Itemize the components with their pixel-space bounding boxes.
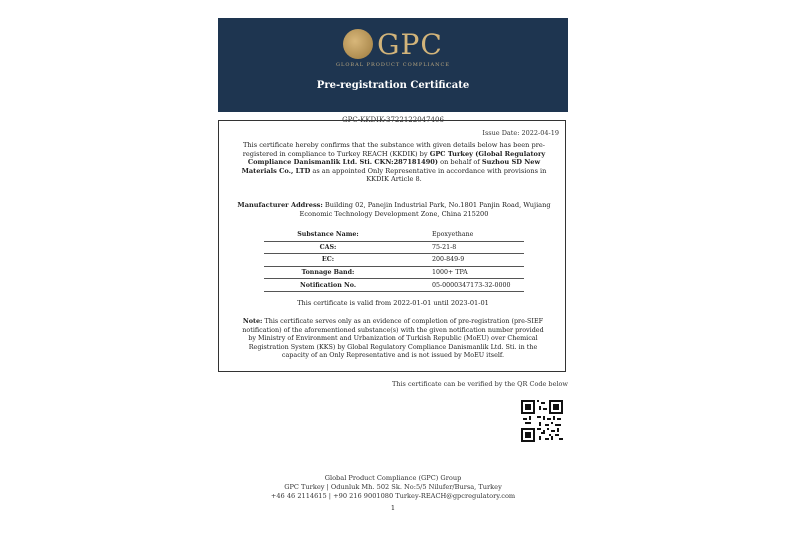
detail-label: CAS: [264, 241, 392, 254]
table-row [264, 229, 524, 241]
globe-icon [343, 29, 373, 59]
table-row [264, 254, 524, 267]
qr-verification-note: This certificate can be verified by the QR Code below [391, 380, 568, 388]
detail-label: Substance Name: [264, 229, 392, 241]
footer-address: GPC Turkey | Odunluk Mh. 502 Sk. No:5/5 Nilufer/Bursa, Turkey [284, 483, 502, 491]
detail-value: 05-0000347173-32-0000 [392, 279, 524, 292]
issue-date: Issue Date: 2022-04-19 [482, 129, 559, 137]
footer-company: Global Product Compliance (GPC) Group [324, 474, 462, 482]
detail-value: 75-21-8 [392, 241, 524, 254]
footer-phone-email: +46 46 2114615 | +90 216 9001080 Turkey-REACH@gpcregulatory.com [270, 492, 516, 500]
detail-value: Epoxyethane [392, 229, 524, 241]
certificate-header [218, 18, 568, 112]
logo-text: GPC [377, 27, 443, 61]
certificate-body [218, 120, 566, 372]
intro-text-3: as an appointed Only Representative in accordance with provisions in KKDIK Article 8. [310, 166, 547, 184]
table-row [264, 279, 524, 292]
detail-value: 200-849-9 [392, 254, 524, 267]
client-company: Suzhou SD New Materials Co., LTD [241, 158, 541, 175]
footer-contact [218, 474, 568, 501]
certificate-code: GPC-KKDIK-3722122047406 [342, 116, 444, 124]
representative-company: GPC Turkey (Global Regulatory Compliance Danismanlik Ltd. Sti. CKN:287181490) [247, 149, 546, 167]
logo-tagline: GLOBAL PRODUCT COMPLIANCE [336, 62, 450, 68]
manufacturer-address [235, 201, 553, 218]
note-label: Note: [242, 317, 263, 325]
substance-details-table [264, 229, 524, 292]
qr-code-icon[interactable] [521, 400, 563, 442]
certificate-title: Pre-registration Certificate [316, 80, 470, 91]
detail-label: Tonnage Band: [264, 266, 392, 279]
page-number: 1 [390, 504, 396, 512]
table-row [264, 241, 524, 254]
detail-value: 1000+ TPA [392, 266, 524, 279]
detail-label: Notification No. [264, 279, 392, 292]
table-row [264, 266, 524, 279]
gpc-logo [218, 24, 568, 64]
intro-paragraph [241, 141, 547, 184]
note-paragraph [239, 317, 547, 360]
validity-period: This certificate is valid from 2022-01-01 until 2023-01-01 [297, 299, 489, 307]
detail-label: EC: [264, 254, 392, 267]
manufacturer-value: Building 02, Panejin Industrial Park, No.1801 Panjin Road, Wujiang Economic Technology Development Zone, China 215200 [299, 201, 551, 218]
intro-text-1: This certificate hereby confirms that the substance with given details below has been pre-registered in compliance to Turkey REACH (KKDIK) by [242, 141, 545, 158]
note-text: This certificate serves only as an evidence of completion of pre-registration (pre-SIEF notification) of the aforementioned substance(s) with the given notification number provided by Ministry of Environment and Urbanization of Turkish Republic (MoEU) over Chemical Registration System (KKS) by Global Regulatory Compliance Danismanlik Ltd. Sti. in the capacity of an Only Representative and is not issued by MoEU itself. [242, 317, 544, 360]
intro-text-2: on behalf of [438, 158, 482, 167]
manufacturer-label: Manufacturer Address: [237, 201, 323, 209]
certificate-page [218, 18, 568, 538]
